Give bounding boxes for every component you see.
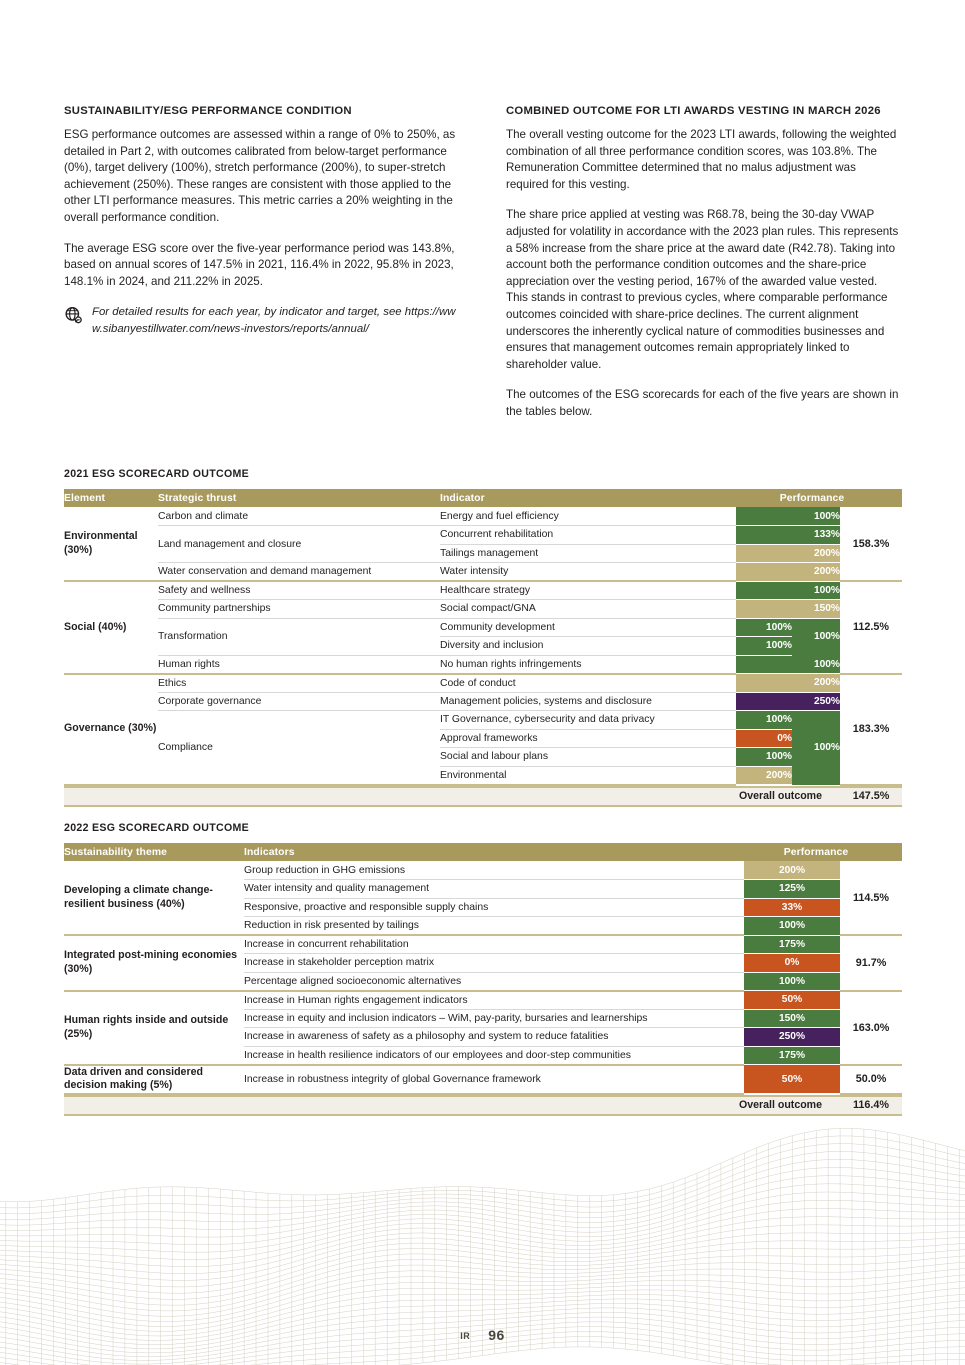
left-paragraph-1: ESG performance outcomes are assessed within a range of 0% to 250%, as detailed in Part 2, with outcomes calibrated from below-target performance (0%), target delivery (100%), stretch performance (200%), to super-stretch achievement (250%). These ranges are consistent with those applied to the other LTI performance measures. This metric carries a 20% weighting in the overall performance condition. [64, 128, 456, 225]
strategic-thrust-cell: Community partnerships [158, 600, 440, 619]
indicator-cell: Concurrent rehabilitation [440, 526, 736, 545]
indicator-cell: Water intensity and quality management [244, 880, 744, 899]
strategic-thrust-cell: Compliance [158, 711, 440, 785]
col-header-thrust: Strategic thrust [158, 489, 440, 507]
indicator-cell: Environmental [440, 766, 736, 785]
performance-value: 200% [736, 563, 840, 582]
overall-outcome-label-2022: Overall outcome [738, 1099, 822, 1111]
performance-sub-value: 100% [736, 618, 792, 637]
indicator-cell: Social and labour plans [440, 748, 736, 767]
table-row [64, 655, 902, 674]
strategic-thrust-cell: Transformation [158, 618, 440, 655]
indicator-cell: Group reduction in GHG emissions [244, 861, 744, 880]
performance-value: 200% [736, 674, 840, 693]
group-total: 50.0% [840, 1065, 902, 1094]
indicator-cell: Healthcare strategy [440, 581, 736, 600]
performance-sub-value: 100% [736, 748, 792, 767]
right-section-heading: COMBINED OUTCOME FOR LTI AWARDS VESTING IN MARCH 2026 [506, 105, 881, 117]
strategic-thrust-cell: Ethics [158, 674, 440, 693]
table-row [64, 600, 902, 619]
overall-outcome-value-2021: 147.5% [852, 790, 890, 802]
col-header-performance: Performance [736, 489, 902, 507]
indicator-cell: Percentage aligned socioeconomic alternatives [244, 972, 744, 991]
indicator-cell: Tailings management [440, 544, 736, 563]
group-total: 91.7% [840, 935, 902, 991]
callout-lead: For detailed results for each year, by indicator and target, see [92, 306, 405, 319]
indicator-cell: Social compact/GNA [440, 600, 736, 619]
table-row [64, 581, 902, 600]
table-row [64, 674, 902, 693]
scorecard-2021-block [64, 468, 902, 807]
footer-page-number: 96 [488, 1327, 505, 1343]
table-row [64, 526, 902, 545]
performance-value: 100% [744, 917, 840, 936]
strategic-thrust-cell: Human rights [158, 655, 440, 674]
indicator-cell: Increase in health resilience indicators of our employees and door-step communities [244, 1046, 744, 1065]
strategic-thrust-cell: Safety and wellness [158, 581, 440, 600]
indicator-cell: Increase in equity and inclusion indicators – WiM, pay-parity, bursaries and learnerships [244, 1009, 744, 1028]
globe-link-icon [64, 306, 84, 326]
performance-sub-value: 200% [736, 766, 792, 785]
col-header-theme: Sustainability theme [64, 843, 244, 861]
performance-value: 250% [736, 692, 840, 711]
performance-value: 50% [744, 1065, 840, 1094]
performance-value: 133% [736, 526, 840, 545]
performance-aggregate-value: 100% [792, 618, 840, 655]
table-2021-title: 2021 ESG SCORECARD OUTCOME [64, 468, 249, 480]
indicator-cell: Community development [440, 618, 736, 637]
indicator-cell: No human rights infringements [440, 655, 736, 674]
performance-value: 100% [744, 972, 840, 991]
reference-callout [64, 304, 459, 337]
table-row [64, 507, 902, 526]
indicator-cell: Reduction in risk presented by tailings [244, 917, 744, 936]
overall-outcome-row-2022 [64, 1095, 902, 1116]
topographic-mesh-decoration [0, 1105, 965, 1365]
right-paragraph-3: The outcomes of the ESG scorecards for each of the five years are shown in the tables below. [506, 388, 899, 419]
theme-label: Data driven and considered decision making (5%) [64, 1065, 244, 1094]
theme-label: Human rights inside and outside (25%) [64, 991, 244, 1065]
theme-label: Developing a climate change-resilient business (40%) [64, 861, 244, 935]
table-row [64, 935, 902, 954]
group-total: 158.3% [840, 507, 902, 581]
table-row [64, 1065, 902, 1094]
table-2022-title: 2022 ESG SCORECARD OUTCOME [64, 822, 249, 834]
performance-value: 125% [744, 880, 840, 899]
group-label: Social (40%) [64, 581, 158, 674]
indicator-cell: Increase in Human rights engagement indicators [244, 991, 744, 1010]
group-total: 112.5% [840, 581, 902, 674]
indicator-cell: Approval frameworks [440, 729, 736, 748]
performance-value: 175% [744, 1046, 840, 1065]
overall-outcome-label-2021: Overall outcome [738, 790, 822, 802]
table-row [64, 618, 902, 637]
performance-value: 50% [744, 991, 840, 1010]
performance-value: 100% [736, 655, 840, 674]
right-paragraph-1: The overall vesting outcome for the 2023 LTI awards, following the weighted combination of all three performance condition scores, was 103.8%. The Remuneration Committee determined that no malus adjustment was required for this vesting. [506, 128, 897, 191]
table-2021-head [64, 489, 902, 507]
performance-value: 0% [744, 954, 840, 973]
indicator-cell: Code of conduct [440, 674, 736, 693]
callout-text [92, 304, 459, 337]
left-section-heading: SUSTAINABILITY/ESG PERFORMANCE CONDITION [64, 105, 352, 117]
table-2022 [64, 843, 902, 1095]
table-row [64, 711, 902, 730]
indicator-cell: Increase in concurrent rehabilitation [244, 935, 744, 954]
table-row [64, 991, 902, 1010]
indicator-cell: Management policies, systems and disclosure [440, 692, 736, 711]
table-2021 [64, 489, 902, 786]
indicator-cell: Energy and fuel efficiency [440, 507, 736, 526]
indicator-cell: Increase in robustness integrity of global Governance framework [244, 1065, 744, 1094]
performance-aggregate-value: 100% [792, 711, 840, 785]
performance-value: 33% [744, 898, 840, 917]
group-total: 114.5% [840, 861, 902, 935]
performance-sub-value: 100% [736, 637, 792, 656]
table-row [64, 692, 902, 711]
indicator-cell: Diversity and inclusion [440, 637, 736, 656]
indicator-cell: Increase in awareness of safety as a philosophy and system to reduce fatalities [244, 1028, 744, 1047]
callout-url[interactable]: https://www.sibanyestillwater.com/news-investors/reports/annual/ [92, 306, 456, 335]
overall-outcome-value-2022: 116.4% [852, 1099, 890, 1111]
strategic-thrust-cell: Water conservation and demand management [158, 563, 440, 582]
group-label: Environmental (30%) [64, 507, 158, 581]
indicator-cell: Water intensity [440, 563, 736, 582]
indicator-cell: Increase in stakeholder perception matrix [244, 954, 744, 973]
indicator-cell: IT Governance, cybersecurity and data privacy [440, 711, 736, 730]
theme-label: Integrated post-mining economies (30%) [64, 935, 244, 991]
col-header-element: Element [64, 489, 158, 507]
strategic-thrust-cell: Carbon and climate [158, 507, 440, 526]
performance-value: 150% [744, 1009, 840, 1028]
footer-report-code: IR [460, 1331, 471, 1341]
performance-value: 100% [736, 581, 840, 600]
strategic-thrust-cell: Corporate governance [158, 692, 440, 711]
group-total: 163.0% [840, 991, 902, 1065]
performance-sub-value: 100% [736, 711, 792, 730]
performance-value: 100% [736, 507, 840, 526]
performance-value: 150% [736, 600, 840, 619]
col-header-indicator: Indicator [440, 489, 736, 507]
group-total: 183.3% [840, 674, 902, 785]
group-label: Governance (30%) [64, 674, 158, 785]
scorecard-2022-block [64, 822, 902, 1116]
performance-value: 250% [744, 1028, 840, 1047]
performance-value: 200% [744, 861, 840, 880]
table-row [64, 563, 902, 582]
left-column [64, 104, 459, 421]
col-header-performance-2022: Performance [744, 843, 902, 861]
table-2022-head [64, 843, 902, 861]
performance-sub-value: 0% [736, 729, 792, 748]
performance-value: 175% [744, 935, 840, 954]
left-paragraph-2: The average ESG score over the five-year performance period was 143.8%, based on annual scores of 147.5% in 2021, 116.4% in 2022, 95.8% in 2023, 148.1% in 2024, and 211.22% in 2025. [64, 241, 455, 288]
table-row [64, 861, 902, 880]
indicator-cell: Responsive, proactive and responsible supply chains [244, 898, 744, 917]
article-columns [64, 104, 902, 421]
page-footer [0, 1327, 965, 1343]
right-paragraph-2: The share price applied at vesting was R68.78, being the 30-day VWAP adjusted for volatility in accordance with the 2023 plan rules. This represents a 58% increase from the share price at the award date (R42.78). Taking into account both the performance condition outcomes and the share-price appreciation over the vesting period, 167% of the awarded value vested. This stands in contrast to previous cycles, where comparable performance outcomes coincided with share-price declines. The current alignment underscores the inherently cyclical nature of commodities businesses and ensures that management outcomes remain appropriately linked to shareholder value. [506, 208, 899, 371]
performance-value: 200% [736, 544, 840, 563]
col-header-indicators: Indicators [244, 843, 744, 861]
overall-outcome-row-2021 [64, 786, 902, 807]
table-2021-body [64, 507, 902, 785]
table-2022-body [64, 861, 902, 1094]
right-column [506, 104, 901, 421]
strategic-thrust-cell: Land management and closure [158, 526, 440, 563]
